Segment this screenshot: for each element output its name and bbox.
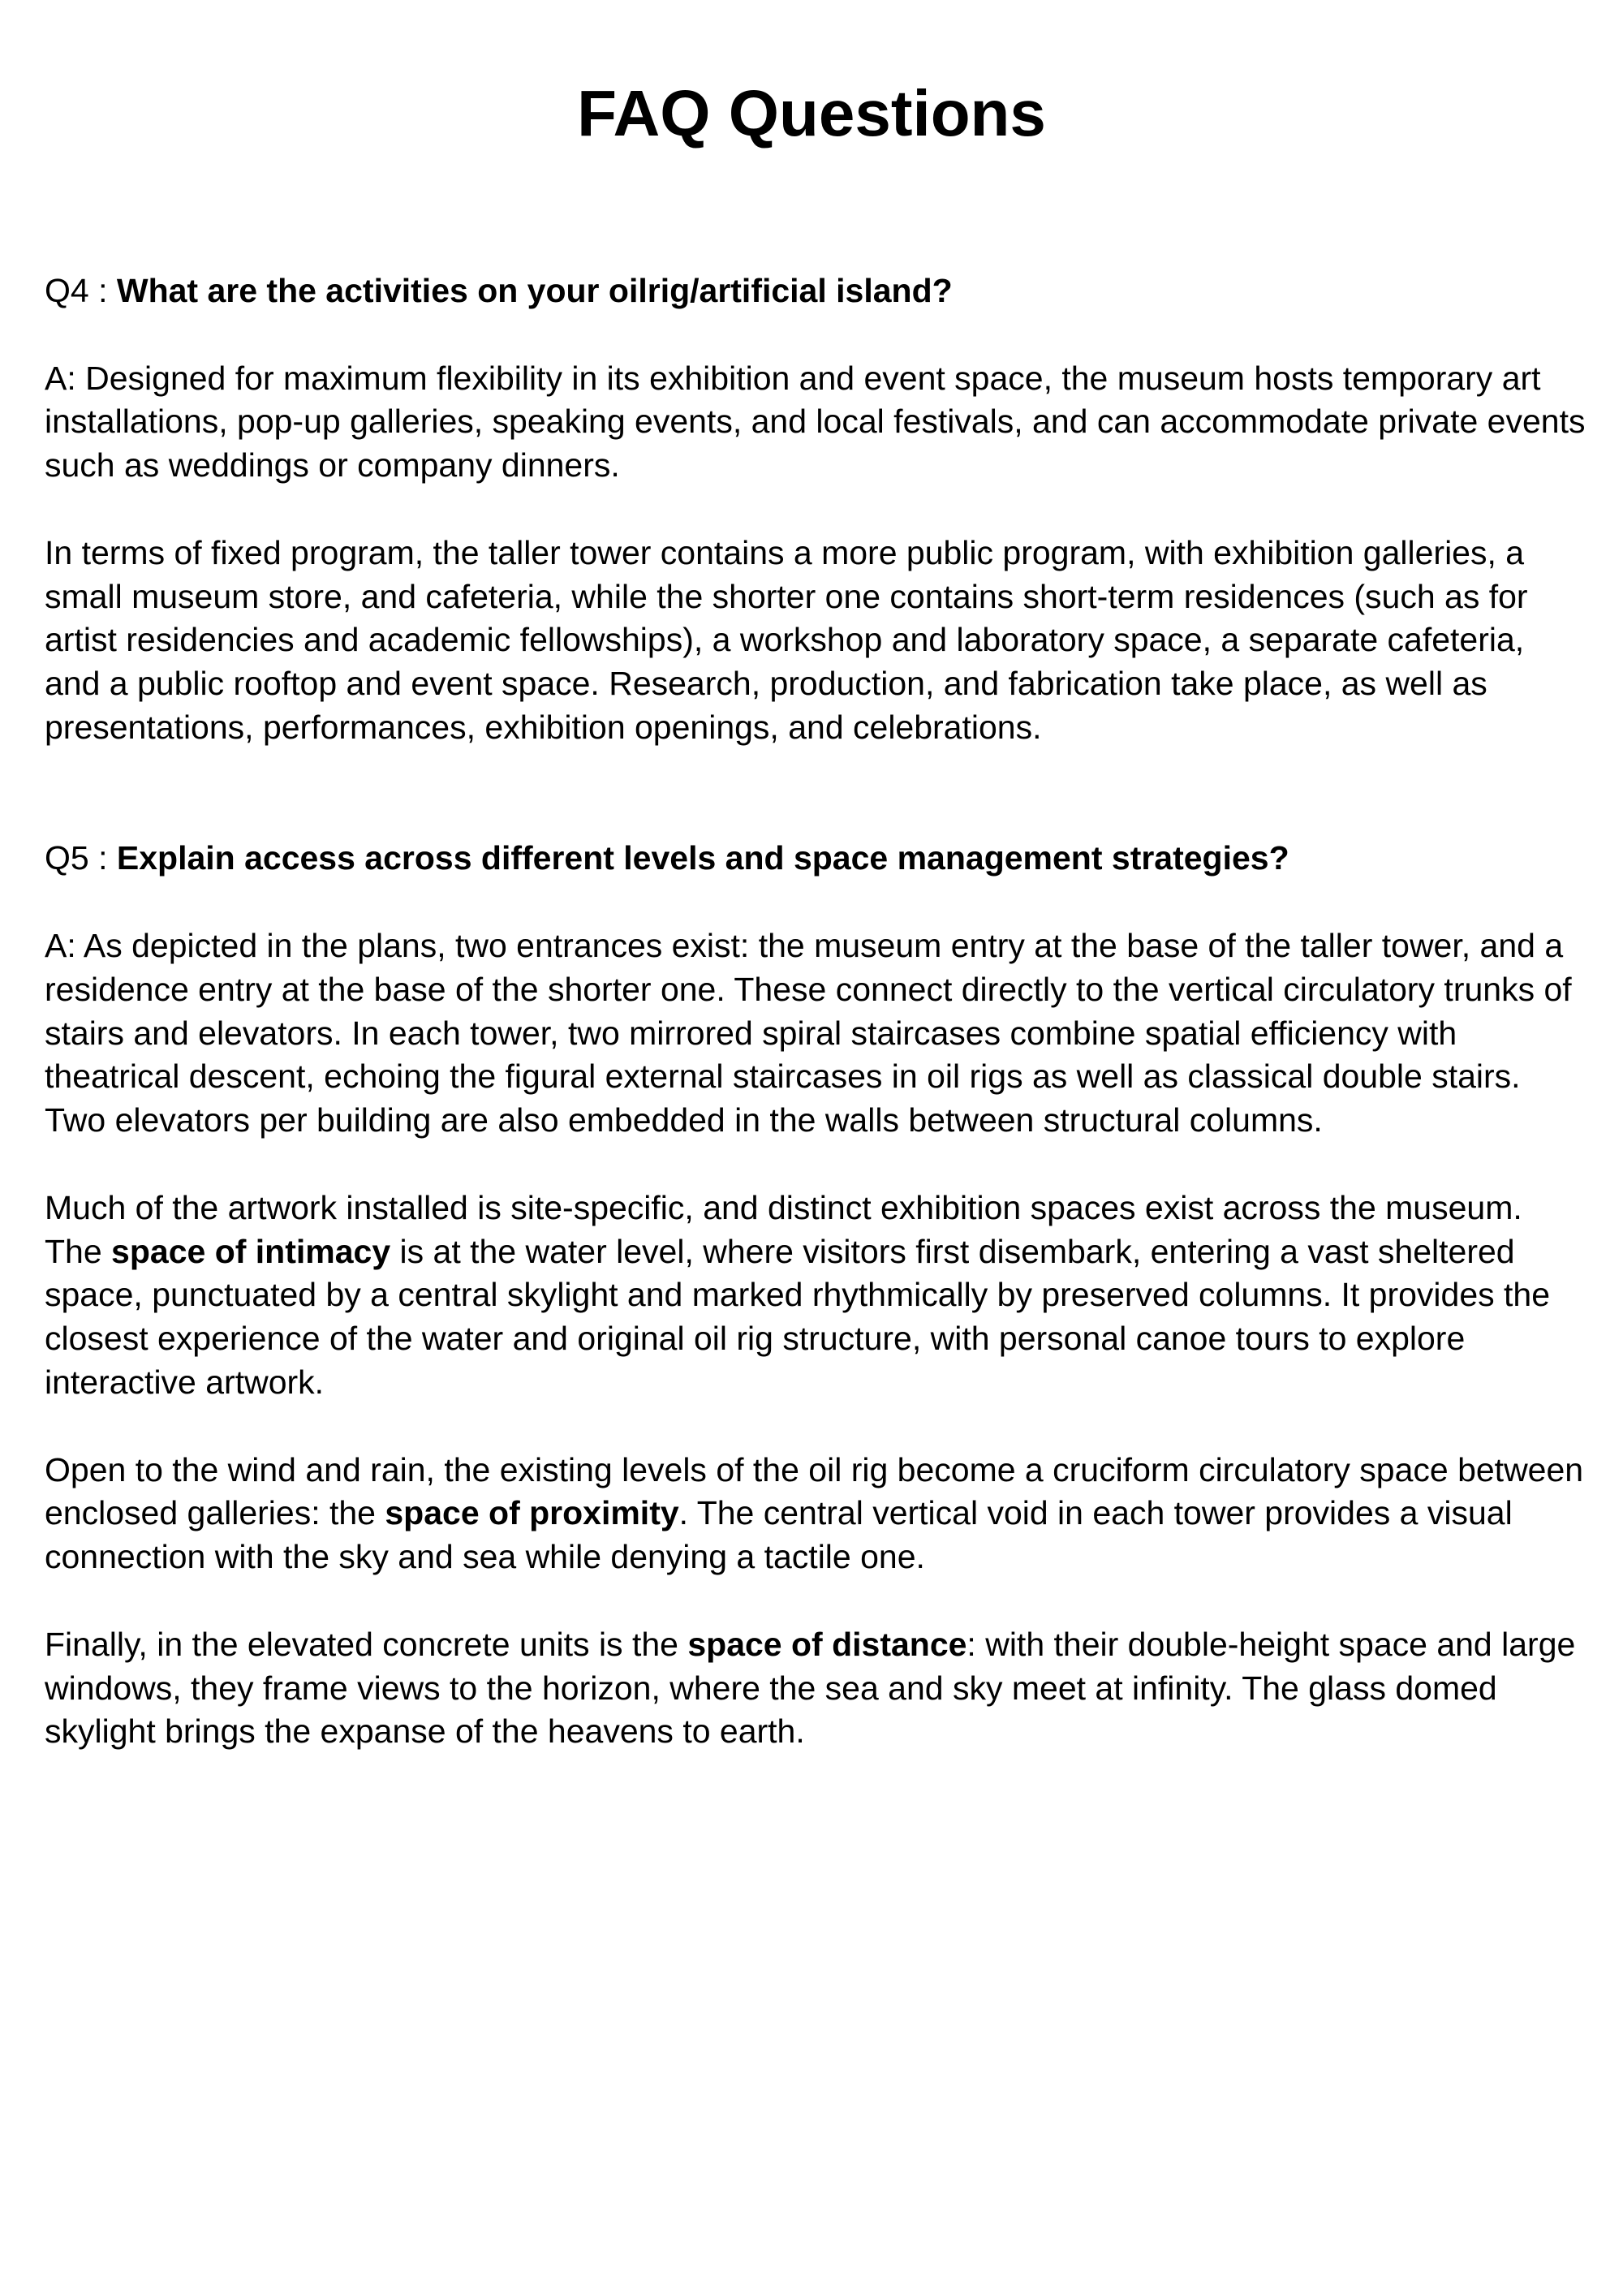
answer-paragraph-intimacy [45, 1187, 1586, 1405]
emphasis-space-of-proximity: space of proximity [385, 1494, 679, 1532]
text-span: . The central vertical void in each tower provides a visual connection with the sky and sea while denying a tactile one. [45, 1494, 1513, 1576]
faq-question-q4 [45, 269, 1586, 313]
answer-paragraph-proximity [45, 1449, 1586, 1579]
page-title: FAQ Questions [577, 77, 1046, 149]
question-label: Q5 : [45, 839, 117, 877]
answer-paragraph: A: Designed for maximum flexibility in its exhibition and event space, the museum hosts temporary art installations, pop-up galleries, speaking events, and local festivals, and can accommodate private events such as weddings or company dinners. [45, 359, 1586, 485]
text-span: Finally, in the elevated concrete units is the [45, 1625, 688, 1663]
text-span: Much of the artwork installed is site-specific, and distinct exhibition spaces exist across the museum. The [45, 1188, 1522, 1270]
answer-paragraph: A: As depicted in the plans, two entrances exist: the museum entry at the base of the taller tower, and a residence entry at the base of the shorter one. These connect directly to the vertical circulatory trunks of stairs and elevators. In each tower, two mirrored spiral staircases combine spatial efficiency with theatrical descent, echoing the figural external staircases in oil rigs as well as classical double stairs. Two elevators per building are also embedded in the walls between structural columns. [45, 926, 1572, 1139]
question-label: Q4 : [45, 272, 117, 309]
emphasis-space-of-intimacy: space of intimacy [111, 1232, 391, 1270]
text-span: Open to the wind and rain, the existing levels of the oil rig become a cruciform circulatory space between enclosed galleries: the [45, 1450, 1584, 1532]
question-text: Explain access across different levels and space management strategies? [116, 839, 1289, 877]
emphasis-space-of-distance: space of distance [687, 1625, 967, 1663]
text-span: : with their double-height space and large windows, they frame views to the horizon, where the sea and sky meet at infinity. The glass domed skylight brings the expanse of the heavens to earth. [45, 1625, 1576, 1751]
answer-paragraph-distance [45, 1623, 1586, 1754]
faq-question-q5 [45, 837, 1586, 881]
question-text: What are the activities on your oilrig/artificial island? [116, 272, 953, 309]
faq-content [45, 269, 1586, 1754]
text-span: is at the water level, where visitors first disembark, entering a vast sheltered space, punctuated by a central skylight and marked rhythmically by preserved columns. It provides the closest experience of the water and original oil rig structure, with personal canoe tours to explore interactive artwork. [45, 1232, 1551, 1401]
answer-paragraph: In terms of fixed program, the taller tower contains a more public program, with exhibition galleries, a small museum store, and cafeteria, while the shorter one contains short-term residences (such as for artist residencies and academic fellowships), a workshop and laboratory space, a separate cafeteria, and a public rooftop and event space. Research, production, and fabrication take place, as well as presentations, performances, exhibition openings, and celebrations. [45, 533, 1528, 746]
